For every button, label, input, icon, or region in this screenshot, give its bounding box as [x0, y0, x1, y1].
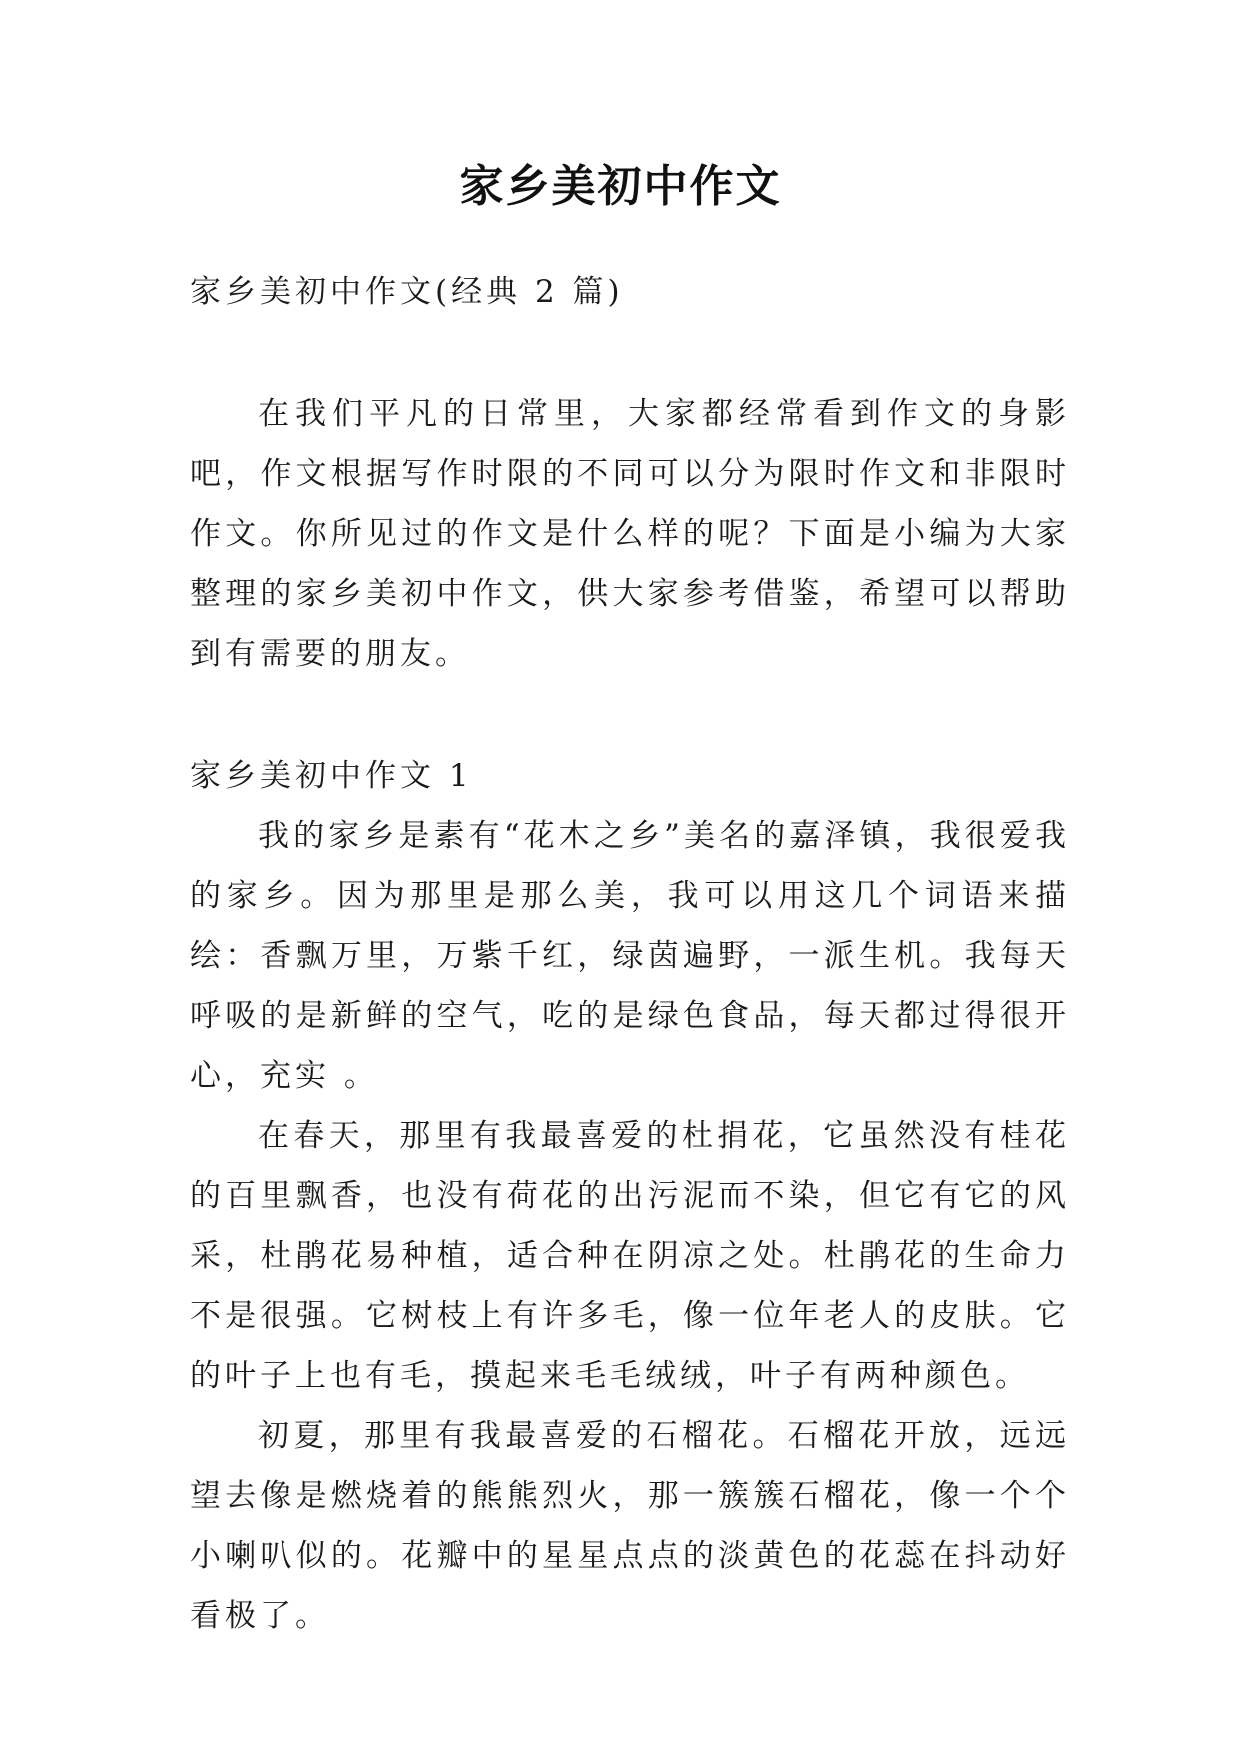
body-paragraph: 初夏，那里有我最喜爱的石榴花。石榴花开放，远远望去像是燃烧着的熊熊烈火，那一簇簇石榴花，像一个个小喇叭似的。花瓣中的星星点点的淡黄色的花蕊在抖动好看极了。	[190, 1418, 1070, 1634]
body-paragraph: 在春天，那里有我最喜爱的杜捐花，它虽然没有桂花的百里飘香，也没有荷花的出污泥而不染，但它有它的风采，杜鹃花易种植，适合种在阴凉之处。杜鹃花的生命力不是很强。它树枝上有许多毛，像一位年老人的皮肤。它的叶子上也有毛，摸起来毛毛绒绒，叶子有两种颜色。	[190, 1118, 1070, 1394]
section-heading: 家乡美初中作文 1	[190, 758, 473, 794]
spacer	[190, 684, 1070, 746]
document-title: 家乡美初中作文	[459, 161, 782, 212]
body-paragraph: 我的家乡是素有“花木之乡”美名的嘉泽镇，我很爱我的家乡。因为那里是那么美，我可以用这几个词语来描绘：香飘万里，万紫千红，绿茵遍野，一派生机。我每天呼吸的是新鲜的空气，吃的是绿色食品，每天都过得很开心，充实 。	[190, 818, 1070, 1094]
spacer	[190, 322, 1070, 384]
document-body	[190, 262, 1070, 1646]
intro-paragraph: 在我们平凡的日常里，大家都经常看到作文的身影吧，作文根据写作时限的不同可以分为限时作文和非限时作文。你所见过的作文是什么样的呢？下面是小编为大家整理的家乡美初中作文，供大家参考借鉴，希望可以帮助到有需要的朋友。	[190, 396, 1070, 672]
document-subtitle: 家乡美初中作文(经典 2 篇)	[190, 274, 624, 310]
